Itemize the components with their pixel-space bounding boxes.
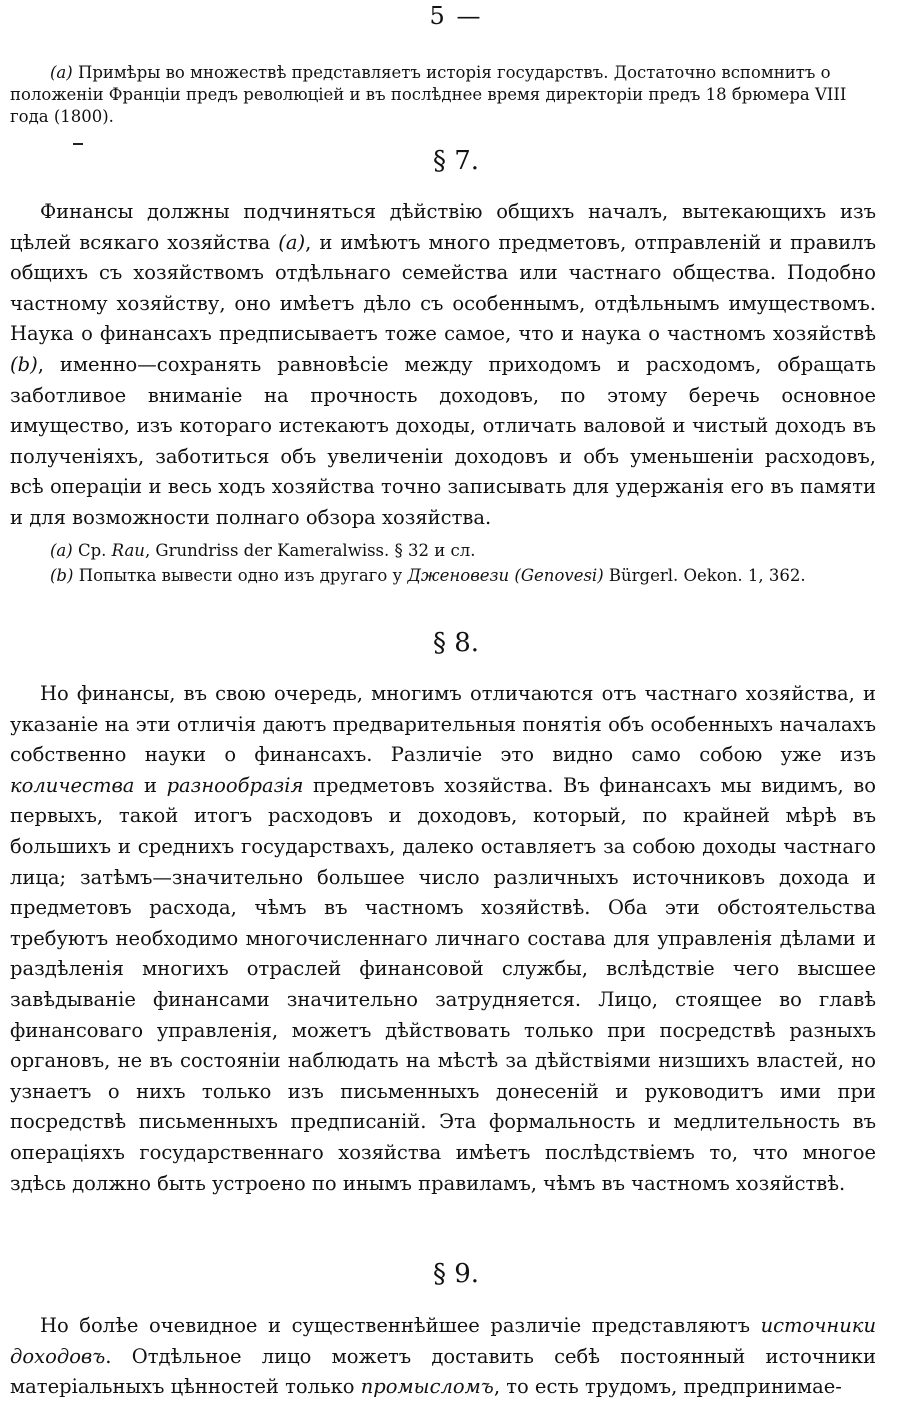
emphasis: источники доходовъ xyxy=(10,1314,877,1368)
emphasis: разнообразія xyxy=(166,773,304,797)
footnote-marker: (a) xyxy=(50,541,73,560)
text-run: предметовъ хозяйства. Въ финансахъ мы видимъ, во первыхъ, такой итогъ расходовъ и доходовъ, который, по крайней мѣрѣ въ большихъ и среднихъ государствахъ, далеко оставляетъ за собою доходы частнаго лица; затѣмъ—значительно большее число различныхъ источниковъ дохода и предметовъ расхода, чѣмъ въ частномъ хозяйствѣ. Оба эти обстоятельства требуютъ необходимо многочисленнаго личнаго состава для управленія дѣлами и раздѣленія многихъ отраслей финансовой службы, вслѣдствіе чего высшее завѣдываніе финансами значительно затрудняется. Лицо, стоящее во главѣ финансоваго управленія, можетъ дѣйствовать только при посредствѣ разныхъ органовъ, не въ состояніи наблюдать на мѣстѣ за дѣйствіями низшихъ властей, но узнаетъ о нихъ только изъ письменныхъ донесеній и руководитъ ими при посредствѣ письменныхъ предписаній. Эта формальность и медлительность въ операціяхъ государственнаго хозяйства имѣетъ послѣдствіемъ то, что многое здѣсь должно быть устроено по инымъ правиламъ, чѣмъ въ частномъ хозяйствѣ. xyxy=(10,773,877,1195)
footnote-top xyxy=(10,62,876,128)
paragraph-section-9 xyxy=(10,1311,876,1403)
footnote-text: Ср. xyxy=(77,541,107,560)
text-run: Но болѣе очевидное и существеннѣйшее различіе представляютъ xyxy=(40,1314,750,1337)
text-run: , то есть трудомъ, предпринимае- xyxy=(493,1375,842,1399)
section-heading-8: § 8. xyxy=(432,628,480,658)
page-number: 5 — xyxy=(429,2,483,30)
emphasis: количества xyxy=(10,773,135,797)
author-name: Дженовези (Genovesi) xyxy=(407,566,604,585)
section-heading-7: § 7. xyxy=(432,146,480,176)
text-run: . Отдѣльное лицо можетъ доставить себѣ постоянный источники матеріальныхъ цѣнностей только xyxy=(10,1344,876,1399)
text-run: Финансы должны подчиняться дѣйствію общихъ началъ, вытекающихъ изъ цѣлей всякаго хозяйства xyxy=(10,200,876,254)
footnote-ref: (a) xyxy=(278,230,306,254)
text-run: , и имѣютъ много предметовъ, отправленій и правилъ общихъ съ хозяйствомъ отдѣльнаго семейства или частнаго общества. Подобно частному хозяйству, оно имѣетъ дѣло съ особеннымъ, отдѣльнымъ имуществомъ. Наука о финансахъ предписываетъ тоже самое, что и наука о частномъ хозяйствѣ xyxy=(10,230,877,346)
footnote-ref: (b) xyxy=(10,352,38,376)
author-name: Rau xyxy=(111,541,145,560)
footnote-text: Bürgerl. Oekon. 1, 362. xyxy=(608,566,806,585)
text-run: , именно—сохранять равновѣсіе между приходомъ и расходомъ, обращать заботливое вниманіе на прочность доходовъ, по этому беречь основное имущество, изъ котораго истекаютъ доходы, отличать валовой и чистый доходъ въ полученіяхъ, заботиться объ увеличеніи доходовъ и объ уменьшеніи расходовъ, всѣ операціи и весь ходъ хозяйства точно записывать для удержанія его въ памяти и для возможности полнаго обзора хозяйства. xyxy=(10,352,876,529)
footnote-7a xyxy=(10,540,876,562)
paragraph-section-8 xyxy=(10,679,876,1199)
footnote-text: Попытка вывести одно изъ другаго у xyxy=(78,566,403,585)
footnote-marker: (a) xyxy=(50,63,73,82)
footnote-text: , Grundriss der Kameralwiss. § 32 и сл. xyxy=(144,541,476,560)
footnote-7b xyxy=(10,565,876,587)
section-heading-9: § 9. xyxy=(432,1259,480,1289)
stray-mark xyxy=(73,143,83,145)
emphasis: промысломъ xyxy=(360,1375,494,1399)
text-run: Но финансы, въ свою очередь, многимъ отличаются отъ частнаго хозяйства, и указаніе на эти отличія даютъ предварительныя понятія объ особенныхъ началахъ собственно науки о финансахъ. Различіе это видно само собою уже изъ xyxy=(10,682,876,767)
footnote-marker: (b) xyxy=(50,566,74,585)
paragraph-section-7 xyxy=(10,197,876,534)
footnote-text: Примѣры во множествѣ представляетъ исторія государствъ. Достаточно вспомнитъ о положеніи Франціи предъ революціей и въ послѣднее время директоріи предъ 18 брюмера VIII года (1800). xyxy=(10,63,847,126)
text-run: и xyxy=(144,773,157,797)
